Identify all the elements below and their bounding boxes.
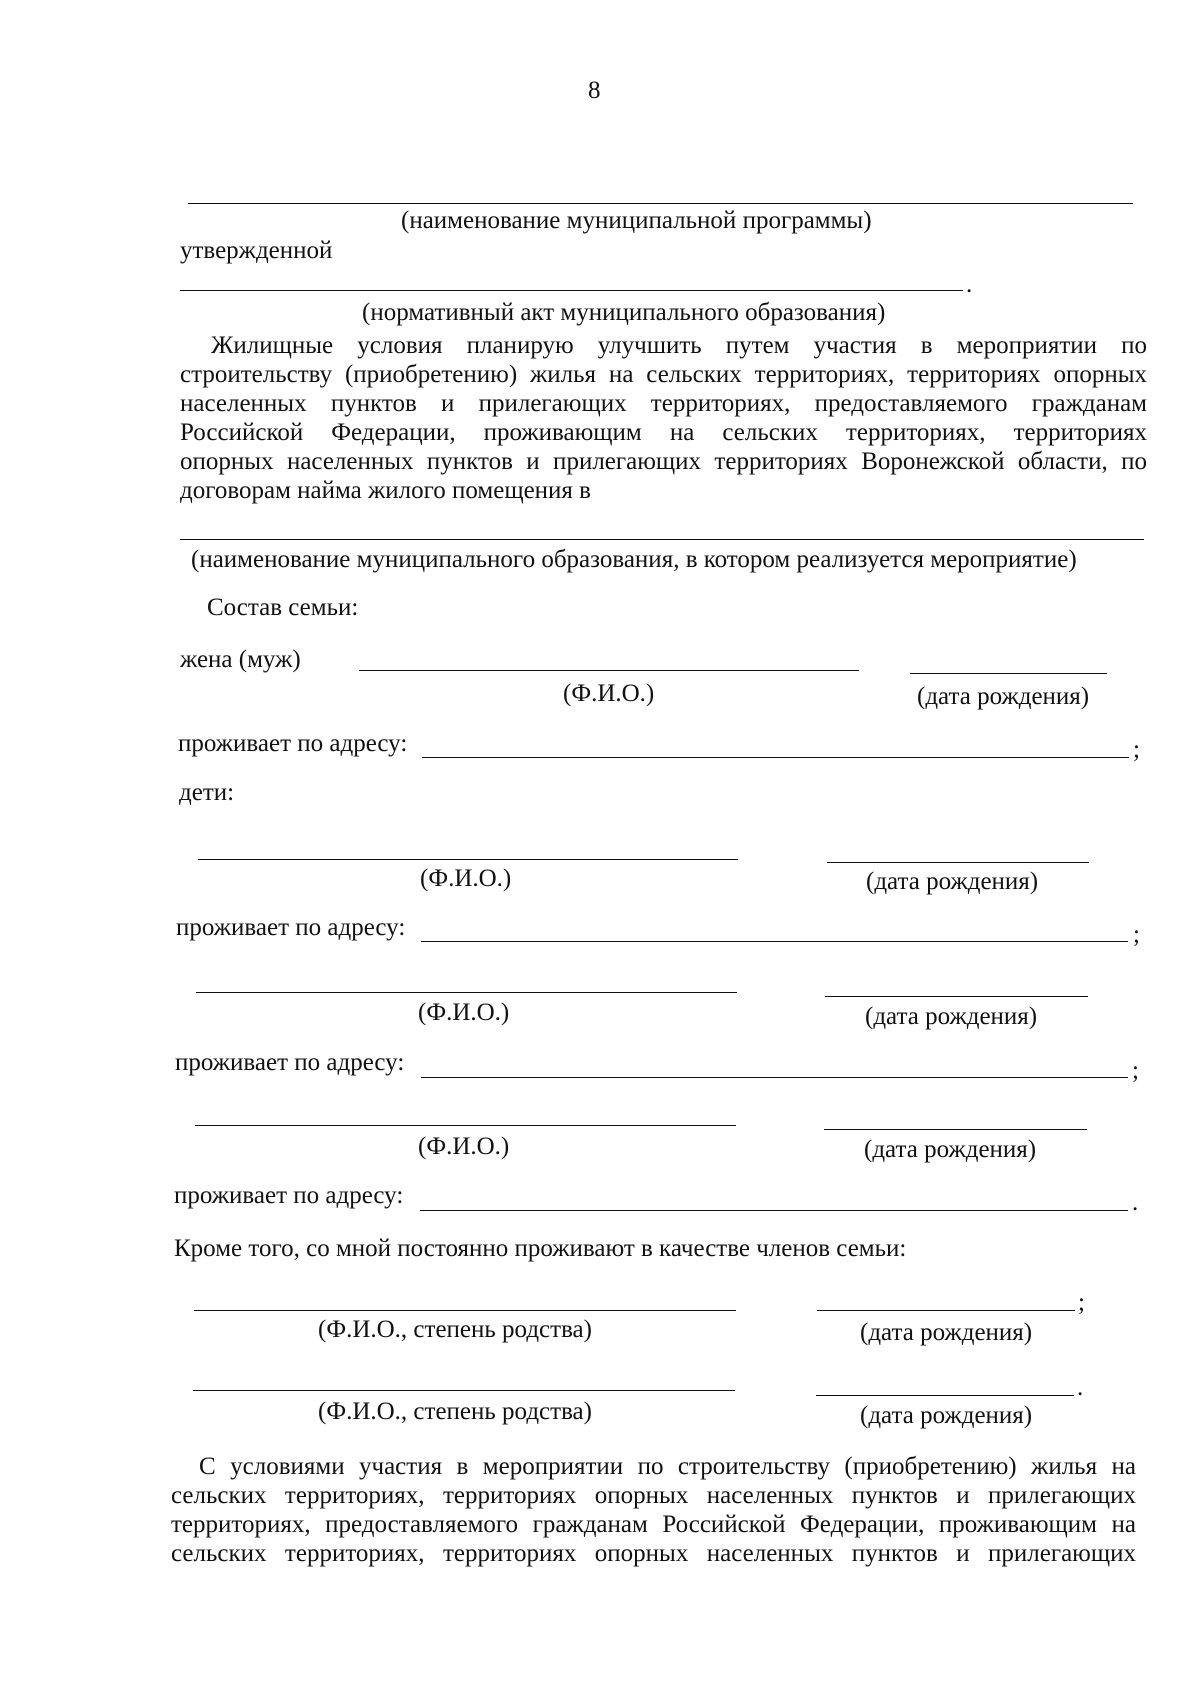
member2-birthdate-caption: (дата рождения): [860, 1402, 1033, 1429]
paragraph-line: опорных населенных пунктов и прилегающих территориях Воронежской области, по: [180, 448, 1147, 475]
child3-fio-line: [195, 1125, 736, 1126]
child2-birthdate-caption: (дата рождения): [865, 1003, 1038, 1030]
spouse-fio-line: [359, 670, 859, 671]
child1-fio-line: [198, 859, 738, 860]
member1-fio-line: [194, 1310, 736, 1311]
paragraph-line: сельских территориях, территориях опорных населенных пунктов и прилегающих: [171, 1540, 1136, 1567]
child1-fio-caption: (Ф.И.О.): [420, 865, 512, 892]
spouse-fio-caption: (Ф.И.О.): [563, 680, 655, 707]
member1-birthdate-caption: (дата рождения): [860, 1319, 1033, 1346]
paragraph-line: населенных пунктов и прилегающих территориях, предоставляемого гражданам: [180, 390, 1147, 417]
child1-birthdate-caption: (дата рождения): [866, 868, 1039, 895]
program-name-line: [188, 203, 1133, 204]
other-members-heading: Кроме того, со мной постоянно проживают в качестве членов семьи:: [174, 1235, 907, 1262]
normative-act-caption: (нормативный акт муниципального образования): [362, 299, 886, 326]
child1-address-semicolon: ;: [1133, 921, 1140, 948]
paragraph-line: С условиями участия в мероприятии по строительству (приобретению) жилья на: [199, 1453, 1136, 1480]
normative-act-line: [180, 290, 963, 291]
spouse-address-line: [422, 757, 1129, 758]
family-heading: Состав семьи:: [207, 594, 359, 621]
member1-birthdate-line: [817, 1310, 1075, 1311]
paragraph-line: Российской Федерации, проживающим на сельских территориях, территориях: [180, 419, 1147, 446]
child2-birthdate-line: [825, 996, 1088, 997]
child2-address-semicolon: ;: [1132, 1057, 1139, 1084]
paragraph-line: сельских территориях, территориях опорных населенных пунктов и прилегающих: [171, 1482, 1136, 1509]
paragraph-line: территориях, предоставляемого гражданам Российской Федерации, проживающим на: [171, 1511, 1136, 1538]
spouse-birthdate-line: [910, 673, 1107, 674]
member1-semicolon: ;: [1078, 1289, 1085, 1316]
paragraph-line: договорам найма жилого помещения в: [180, 477, 591, 504]
child3-address-label: проживает по адресу:: [174, 1182, 404, 1209]
child1-address-line: [421, 941, 1128, 942]
child2-address-line: [421, 1077, 1128, 1078]
municipality-name-line: [180, 539, 1144, 540]
spouse-address-label: проживает по адресу:: [178, 730, 408, 757]
child3-birthdate-line: [824, 1129, 1087, 1130]
page-number: 8: [588, 77, 601, 104]
member2-fio-line: [193, 1390, 735, 1391]
participation-conditions-paragraph: [171, 1452, 1136, 1568]
child3-fio-caption: (Ф.И.О.): [418, 1133, 510, 1160]
children-label: дети:: [179, 779, 235, 806]
child2-fio-line: [196, 992, 737, 993]
member2-period: .: [1077, 1374, 1084, 1401]
member2-fio-caption: (Ф.И.О., степень родства): [318, 1398, 592, 1425]
act-period: .: [966, 271, 973, 298]
spouse-address-semicolon: ;: [1133, 736, 1140, 763]
paragraph-line: строительству (приобретению) жилья на сельских территориях, территориях опорных: [180, 361, 1147, 388]
spouse-label: жена (муж): [180, 646, 301, 673]
spouse-birthdate-caption: (дата рождения): [917, 683, 1090, 710]
child2-fio-caption: (Ф.И.О.): [418, 999, 510, 1026]
approved-label: утвержденной: [180, 237, 333, 264]
child3-birthdate-caption: (дата рождения): [864, 1136, 1037, 1163]
housing-conditions-paragraph: [180, 331, 1147, 505]
paragraph-line: Жилищные условия планирую улучшить путем участия в мероприятии по: [211, 332, 1147, 359]
child3-address-line: [420, 1210, 1128, 1211]
child1-birthdate-line: [827, 862, 1089, 863]
child3-address-period: .: [1132, 1189, 1139, 1216]
member2-birthdate-line: [816, 1395, 1074, 1396]
municipality-caption: (наименование муниципального образования, в котором реализуется мероприятие): [191, 546, 1077, 573]
child2-address-label: проживает по адресу:: [175, 1049, 405, 1076]
program-name-caption: (наименование муниципальной программы): [401, 207, 872, 234]
member1-fio-caption: (Ф.И.О., степень родства): [318, 1316, 592, 1343]
child1-address-label: проживает по адресу:: [176, 914, 406, 941]
